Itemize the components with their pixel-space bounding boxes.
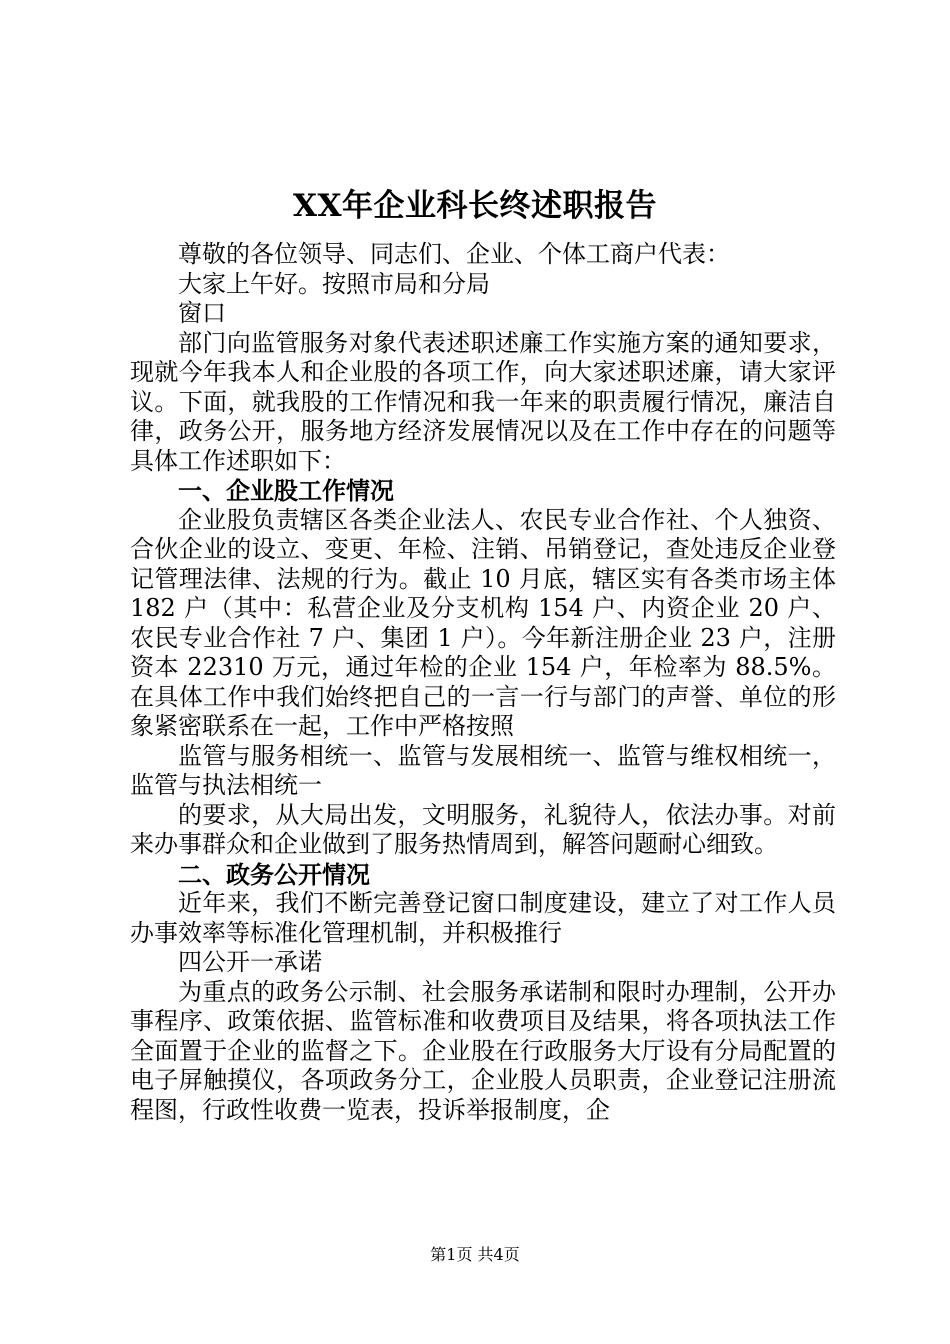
paragraph-section-1: 企业股负责辖区各类企业法人、农民专业合作社、个人独资、合伙企业的设立、变更、年检、注销、吊销登记，查处违反企业登记管理法律、法规的行为。截止 10 月底，辖区实有各类市场主体 182 户（其中：私营企业及分支机构 154 户、内资企业 20 户、农民专业合作社 7 户、集团 1 户）。今年新注册企业 23 户，注册资本 22310 万元，通过年检的企业 154 户，年检率为 88.5%。在具体工作中我们始终把自己的一言一行与部门的声誉、单位的形象紧密联系在一起，工作中严格按照 [130, 505, 836, 740]
paragraph-section-2: 近年来，我们不断完善登记窗口制度建设，建立了对工作人员办事效率等标准化管理机制，并积极推行 [130, 889, 836, 947]
section-heading-1: 一、企业股工作情况 [178, 476, 394, 505]
greeting: 大家上午好。按照市局和分局 [178, 269, 490, 298]
paragraph-principles: 监管与服务相统一、监管与发展相统一、监管与维权相统一，监管与执法相统一 [130, 741, 836, 799]
paragraph-disclosure: 为重点的政务公示制、社会服务承诺制和限时办理制，公开办事程序、政策依据、监管标准和收费项目及结果，将各项执法工作全面置于企业的监督之下。企业股在行政服务大厅设有分局配置的电子屏触摸仪，各项政务分工，企业股人员职责，企业登记注册流程图，行政性收费一览表，投诉举报制度，企 [130, 977, 836, 1124]
paragraph-requirements: 的要求，从大局出发，文明服务，礼貌待人，依法办事。对前来办事群众和企业做到了服务热情周到，解答问题耐心细致。 [130, 800, 836, 858]
paragraph-intro: 部门向监管服务对象代表述职述廉工作实施方案的通知要求，现就今年我本人和企业股的各项工作，向大家述职述廉，请大家评议。下面，就我股的工作情况和我一年来的职责履行情况，廉洁自律，政务公开，服务地方经济发展情况以及在工作中存在的问题等具体工作述职如下： [130, 328, 836, 475]
section-heading-2: 二、政务公开情况 [178, 859, 370, 889]
page-footer: 第1页 共4页 [430, 1245, 520, 1264]
paragraph-commitment: 四公开一承诺 [178, 948, 322, 976]
document-body [130, 240, 836, 1125]
paragraph-window: 窗口 [178, 299, 226, 327]
salutation: 尊敬的各位领导、同志们、企业、个体工商户代表： [178, 240, 730, 268]
document-title: XX年企业科长终述职报告 [292, 188, 658, 224]
